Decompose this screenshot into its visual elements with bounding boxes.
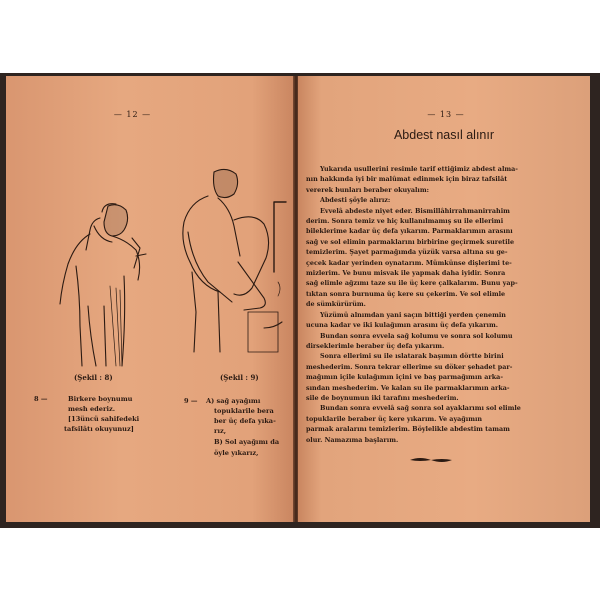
figure-8-illustration <box>50 196 150 371</box>
figure-9-illustration <box>178 162 290 372</box>
text-line: temizlerim. Şayet parmağımda yüzük varsa altına su ge- <box>306 248 508 257</box>
caption-8-number: 8 — <box>34 395 48 403</box>
text-line: parmak aralarını temizlerim. Böylelikle abdestim tamam <box>306 425 510 434</box>
text-line: mağımın içile kulağımın içini ve baş parmağımın arka- <box>306 373 503 382</box>
text-line: sından meshederim. Ve kalan su ile parmaklarımın arka- <box>306 383 510 392</box>
text-line: Yüzümü alnımdan yani saçın bittiği yerden çenemin <box>320 310 506 319</box>
caption-9-number: 9 — <box>184 397 198 405</box>
figure-8-label: (Şekil : 8) <box>74 373 113 382</box>
caption-9-line: A) sağ ayağımı <box>206 397 261 405</box>
figure-9-caption <box>184 396 294 476</box>
text-line: olur. Namazıma başlarım. <box>306 435 399 444</box>
body-text <box>306 164 580 445</box>
text-line: topuklarile beraber üç kere yıkarım. Ve ayağımın <box>306 414 483 423</box>
figure-8-caption <box>34 394 154 454</box>
text-line: Yukarıda usullerini resimle tarif ettiğimiz abdest alma- <box>320 165 518 173</box>
right-page <box>298 76 590 522</box>
text-line: Bundan sonra evvela sağ kolumu ve sonra sol kolumu <box>320 331 513 340</box>
text-line: dirseklerimle beraber üç defa yıkarım. <box>306 341 445 350</box>
text-line: nın hakkında iyi bir malûmat edinmek için biraz tafsilât <box>306 175 508 184</box>
text-line: meshederim. Sonra tekrar ellerime su döker şehadet par- <box>306 362 513 371</box>
left-page-number: — 12 — <box>113 110 152 119</box>
right-page-number: — 13 — <box>427 110 465 119</box>
caption-8-line: Birkere boynumu <box>68 395 133 403</box>
caption-9-line: ber üç defa yıka- <box>214 417 276 425</box>
text-line: bileklerime kadar üç defa yıkarım. Parmaklarımın arasını <box>306 227 513 236</box>
text-line: sile de boynumun iki tarafını meshederim. <box>306 393 459 402</box>
ornament-divider-icon <box>408 456 454 464</box>
text-line: de sümkürürüm. <box>306 300 366 309</box>
text-line: vererek bunları beraber okuyalım: <box>306 185 429 194</box>
text-line: Abdesti şöyle alırız: <box>320 196 391 205</box>
text-line: sağ elimle ağzımı taze su ile üç kere çalkalarım. Bunu yap- <box>306 279 518 288</box>
text-line: ucuna kadar ve iki kulağımın arasını üç defa yıkarım. <box>306 321 498 330</box>
figure-9-label: (Şekil : 9) <box>220 373 259 382</box>
caption-8-line: [13üncü sahifedeki <box>68 415 140 423</box>
text-line: sağ ve sol elimin parmaklarını birbirine geçirmek suretile <box>306 237 515 246</box>
text-line: derim. Sonra temiz ve hiç kullanılmamış su ile ellerimi <box>306 217 504 226</box>
caption-8-line: mesh ederiz. <box>68 405 115 413</box>
caption-9-line: topuklarile bera <box>214 407 274 415</box>
text-line: tıktan sonra burnuma üç kere su çekerim. Ve sol elimle <box>306 289 506 298</box>
text-line: mizlerim. Ve bunu misvak ile yapmak daha iyidir. Sonra <box>306 269 506 278</box>
text-line: çecek kadar yerinden oynatarım. Mümkünse dişlerimi te- <box>306 258 512 267</box>
caption-9-line: öyle yıkarız, <box>214 449 259 457</box>
left-page <box>6 76 295 522</box>
text-line: Sonra ellerimi su ile ıslatarak başımın dörtte birini <box>320 352 504 361</box>
caption-8-line: tafsilâtı okuyunuz] <box>64 425 134 433</box>
text-line: Bundan sonra evvelâ sağ sonra sol ayaklarımı sol elimle <box>320 404 521 413</box>
caption-9-line: rız, <box>214 427 227 435</box>
caption-9-line: B) Sol ayağımı da <box>214 438 280 446</box>
text-line: Evvelâ abdeste niyet eder. Bismillâhirrahmanirrahim <box>320 206 510 215</box>
page-title: Abdest nasıl alınır <box>393 128 495 142</box>
